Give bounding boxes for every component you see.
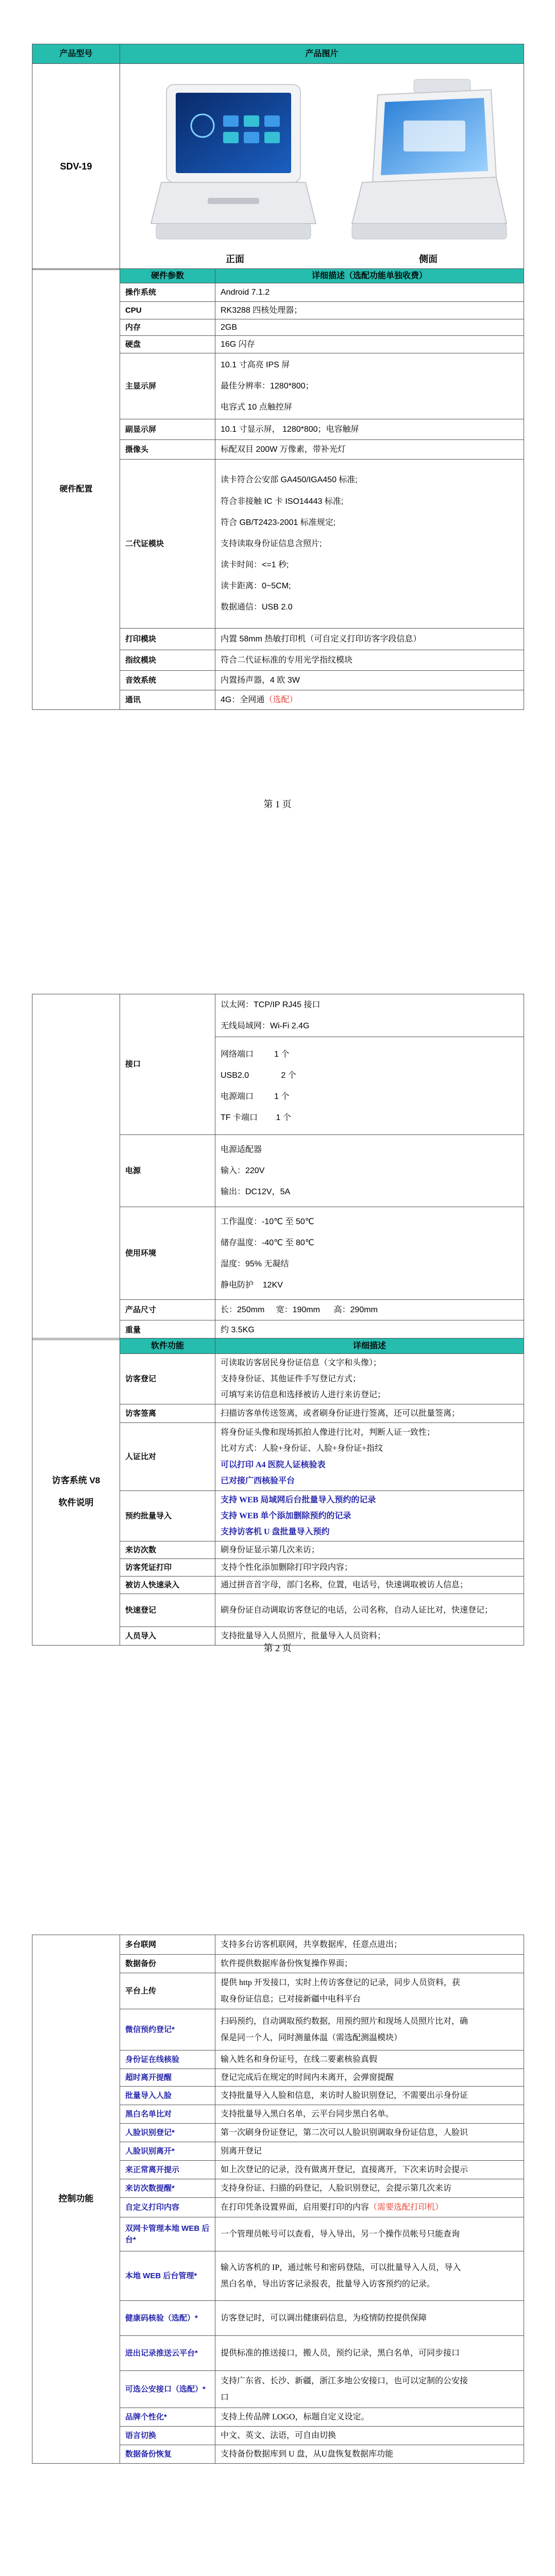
ctrl-value: 别离开登记 [215,2142,524,2161]
ctrl-label: 来正常离开提示 [120,2161,215,2179]
text-line: 读卡距离：0~5CM; [221,582,291,591]
quick-reg-label: 快速登记 [120,1594,215,1627]
software-table [32,1338,524,1646]
slip-value: 支持个性化添加删除打印字段内容； [215,1559,524,1577]
hardware-table [32,268,524,710]
power-value [215,1135,524,1207]
ctrl-value: 提供标准的推送接口，搬人员，预约记录，黑白名单，可同步接口 [215,2336,524,2371]
audio-label: 音效系统 [120,671,215,690]
camera-label: 摄像头 [120,440,215,460]
face-compare-label: 人证比对 [120,1423,215,1491]
text-line: 输入：220V [221,1166,265,1176]
weight-label: 重量 [120,1320,215,1340]
text-line: 将身份证头像和现场抓拍人像进行比对，判断人证一致性； [221,1428,435,1437]
text-line: 最佳分辨率：1280*800； [221,381,314,391]
ctrl-value: 软件提供数据库备份恢复操作界面； [215,1955,524,1973]
ctrl-value: 一个管理员帐号可以查看，导入导出，另一个操作员帐号只能查询 [215,2217,524,2251]
printer-value: 内置 58mm 热敏打印机（可自定义打印访客字段信息） [215,629,524,650]
staff-import-value: 支持批量导入人员照片，批量导入人员资料； [215,1627,524,1646]
ctrl-value [215,2009,524,2050]
iface-label: 接口 [120,994,215,1135]
ctrl-value: 支持身份证、扫描的码登记，人脸识别登记，会提示第几次来访 [215,2179,524,2198]
control-section-label: 控制功能 [32,1935,120,2464]
ctrl-label: 平台上传 [120,1973,215,2009]
page-3 [0,1669,555,2576]
ctrl-label: 可选公安接口（选配）* [120,2371,215,2408]
control-table [32,1935,524,2464]
hw-param-header: 硬件参数 [120,269,215,283]
text-line: 数据通信：USB 2.0 [221,603,293,612]
ctrl-label: 自定义打印内容 [120,2198,215,2217]
quick-host-label: 被访人快速录入 [120,1577,215,1594]
row-cpu-value: RK3288 四核处理器； [215,302,524,319]
text-line: 湿度：95% 无凝结 [221,1259,289,1268]
text-line: 已对接广西核验平台 [221,1476,295,1485]
text-line: 支持身份证、其他证件手写登记方式； [221,1374,361,1383]
text-line: 扫码预约，自动调取预约数据，用预约照片和现场人员照片比对，确 [221,2017,468,2026]
ctrl-label: 双网卡管理本地 WEB 后台* [120,2217,215,2251]
slip-label: 访客凭证打印 [120,1559,215,1577]
hw-desc-header: 详细描述（选配功能单独收费） [215,269,524,283]
text-line: 储存温度：-40℃ 至 80℃ [221,1238,314,1247]
ctrl-value [215,2371,524,2408]
text-line: 符合 GB/T2423-2001 标准规定; [221,518,336,527]
ctrl-value: 中文、英文、法语，可自由切换 [215,2427,524,2445]
ctrl-value [215,1973,524,2009]
row-disk-label: 硬盘 [120,336,215,353]
ctrl-value: 访客登记时，可以调出健康码信息，为疫情防控提供保障 [215,2301,524,2336]
row-disk-value: 16G 闪存 [215,336,524,353]
size-value: 长：250mm 宽：190mm 高：290mm [215,1300,524,1320]
ctrl-label: 超时离开提醒 [120,2069,215,2087]
ctrl-label: 语言切换 [120,2427,215,2445]
ctrl-label: 健康码核验（选配）* [120,2301,215,2336]
text-line: 符合非接触 IC 卡 ISO14443 标准; [221,497,344,506]
visitor-reg-label: 访客登记 [120,1354,215,1404]
side-caption: 侧面 [419,254,438,264]
ctrl-value [215,2198,524,2217]
ctrl-label: 批量导入人脸 [120,2087,215,2105]
fingerprint-label: 指纹模块 [120,650,215,671]
ctrl-value [215,2251,524,2301]
ctrl-label: 品牌个性化* [120,2408,215,2427]
comm-label: 通讯 [120,690,215,710]
ctrl-label: 本地 WEB 后台管理* [120,2251,215,2301]
hw-cont-blank [32,994,120,1340]
text-line: 支持广东省、长沙、新疆，浙江多地公安接口，也可以定制的公安接 [221,2377,468,2386]
ctrl-label: 进出记录推送云平台* [120,2336,215,2371]
ctrl-label: 微信预约登记* [120,2009,215,2050]
text-line: 电源适配器 [221,1145,262,1155]
text-line: TF 卡端口 1 个 [221,1113,291,1123]
text-line: 保是同一个人，同时测量体温（需选配测温模块） [221,2033,402,2042]
staff-import-label: 人员导入 [120,1627,215,1646]
text-line: 电源端口 1 个 [221,1092,290,1101]
text-line: 支持 WEB 单个添加删除预约的记录 [221,1511,351,1520]
text-line: USB2.0 2 个 [221,1071,296,1080]
text-line: 在打印凭条设置界面，启用要打印的内容 [221,2202,369,2212]
env-value [215,1207,524,1300]
main-screen-value [215,353,524,419]
text-line: 提供 http 开发接口，实时上传访客登记的记录，同步人员资料，获 [221,1978,460,1988]
sw-section-label [32,1338,120,1646]
text-line: 电容式 10 点触控屏 [221,403,292,412]
sw-desc-header: 详细描述 [215,1338,524,1354]
ctrl-label: 人脸识别离开* [120,2142,215,2161]
ctrl-label: 多台联网 [120,1935,215,1955]
text-line: 10.1 寸高亮 IPS 屏 [221,360,290,369]
page-2 [0,835,555,1669]
iface-value [215,1037,524,1135]
ctrl-value: 登记完成后在规定的时间内未离开，会弹窗提醒 [215,2069,524,2087]
ctrl-label: 来访次数提醒* [120,2179,215,2198]
ctrl-value: 输入姓名和身份证号，在线二要素核验真假 [215,2050,524,2069]
ctrl-label: 黑白名单比对 [120,2105,215,2124]
ctrl-value: 支持批量导入黑白名单，云平台同步黑白名单。 [215,2105,524,2124]
audio-value: 内置扬声器，4 欧 3W [215,671,524,690]
camera-value: 标配双目 200W 万像素，带补光灯 [215,440,524,460]
row-os-value: Android 7.1.2 [215,283,524,302]
ctrl-label: 数据备份恢复 [120,2445,215,2464]
page-2-footer: 第 2 页 [263,1643,292,1653]
row-ram-value: 2GB [215,319,524,336]
text-line: 读卡时间：<=1 秒; [221,561,289,570]
text-line: 比对方式：人脸+身份证、人脸+身份证+指纹 [221,1444,383,1453]
main-screen-label: 主显示屏 [120,353,215,419]
row-os-label: 操作系统 [120,283,215,302]
text-line: 输出：DC12V，5A [221,1188,291,1197]
ctrl-value: 支持多台访客机联网，共享数据库，任意点进出； [215,1935,524,1955]
text-line: 输入访客机的 IP，通过帐号和密码登陆，可以批量导入人员，导入 [221,2263,461,2273]
comm-text: 4G：全网通 [221,695,265,704]
pre-batch-value [215,1491,524,1541]
printer-optional-note: （需要选配打印机） [369,2202,444,2212]
face-compare-value [215,1423,524,1491]
env-label: 使用环境 [120,1207,215,1300]
hw-section-label: 硬件配置 [32,269,120,710]
count-label: 来访次数 [120,1541,215,1559]
text-line: 黑白名单，导出访客记录报表，批量导入访客预约的记录。 [221,2279,435,2289]
ctrl-value: 如上次登记的记录，没有做离开登记，直接离开，下次来访时会提示 [215,2161,524,2179]
text-line: 可以打印 A4 医院人证核验表 [221,1460,326,1469]
side-device-image [342,74,512,249]
image-header: 产品图片 [120,44,524,64]
hardware-table-cont [32,994,524,1340]
pre-batch-label: 预约批量导入 [120,1491,215,1541]
text-line: 无线局域网：Wi-Fi 2.4G [221,1022,310,1031]
signout-label: 访客签离 [120,1404,215,1423]
ctrl-value: 支持上传品牌 LOGO，标题自定义设定。 [215,2408,524,2427]
comm-optional-note: （选配） [264,695,298,704]
sub-screen-label: 副显示屏 [120,419,215,440]
page-1-footer: 第 1 页 [263,799,292,809]
count-value: 刷身份证显示第几次来访； [215,1541,524,1559]
page-1 [0,0,555,835]
product-images-cell [120,64,524,270]
comm-value [215,690,524,710]
ctrl-value: 支持备份数据库到 U 盘，从U盘恢复数据库功能 [215,2445,524,2464]
text-line: 取身份证信息；已对接新疆中电科平台 [221,1994,361,2004]
sub-screen-value: 10.1 寸显示屏， 1280*800；电容触屏 [215,419,524,440]
ctrl-label: 人脸识别登记* [120,2124,215,2142]
sw-subtitle: 软件说明 [58,1497,94,1507]
power-label: 电源 [120,1135,215,1207]
front-device-image [146,74,321,249]
idcard-value [215,460,524,629]
quick-reg-value: 刷身份证自动调取访客登记的电话，公司名称，自动人证比对，快速登记； [215,1594,524,1627]
row-ram-label: 内存 [120,319,215,336]
sw-func-header: 软件功能 [120,1338,215,1354]
text-line: 网络端口 1 个 [221,1049,290,1059]
text-line: 可填写来访信息和选择被访人进行来访登记； [221,1391,386,1400]
product-table [32,44,524,270]
text-line: 支持访客机 U 盘批量导入预约 [221,1528,330,1537]
size-label: 产品尺寸 [120,1300,215,1320]
ctrl-value: 第一次刷身份证登记，第二次可以人脸识别调取身份证信息，人脸识 [215,2124,524,2142]
ctrl-label: 身份证在线核验 [120,2050,215,2069]
network-value [215,994,524,1037]
idcard-label: 二代证模块 [120,460,215,629]
visitor-reg-value [215,1354,524,1404]
model-header: 产品型号 [32,44,120,64]
row-cpu-label: CPU [120,302,215,319]
fingerprint-value: 符合二代证标准的专用光学指纹模块 [215,650,524,671]
text-line: 可读取访客居民身份证信息（文字和头像）； [221,1358,382,1367]
quick-host-value: 通过拼音首字母，部门名称，位置，电话号，快速调取被访人信息； [215,1577,524,1594]
text-line: 工作温度：-10℃ 至 50℃ [221,1217,314,1226]
ctrl-value: 支持批量导入人脸和信息，来访时人脸识别登记，不需要出示身份证 [215,2087,524,2105]
ctrl-label: 数据备份 [120,1955,215,1973]
text-line: 静电防护 12KV [221,1281,283,1290]
text-line: 以太网：TCP/IP RJ45 接口 [221,1001,321,1009]
printer-label: 打印模块 [120,629,215,650]
signout-value: 扫描访客单传送签离，或者刷身份证进行签离，还可以批量签离； [215,1404,524,1423]
front-caption: 正面 [226,254,244,264]
model-value: SDV-19 [32,64,120,270]
text-line: 口 [221,2393,229,2402]
text-line: 读卡符合公安部 GA450/IGA450 标准; [221,476,358,485]
sw-title: 访客系统 V8 [52,1475,100,1485]
text-line: 支持 WEB 局域网后台批量导入预约的记录 [221,1495,376,1504]
text-line: 支持读取身份证信息含照片; [221,539,322,548]
weight-value: 约 3.5KG [215,1320,524,1340]
